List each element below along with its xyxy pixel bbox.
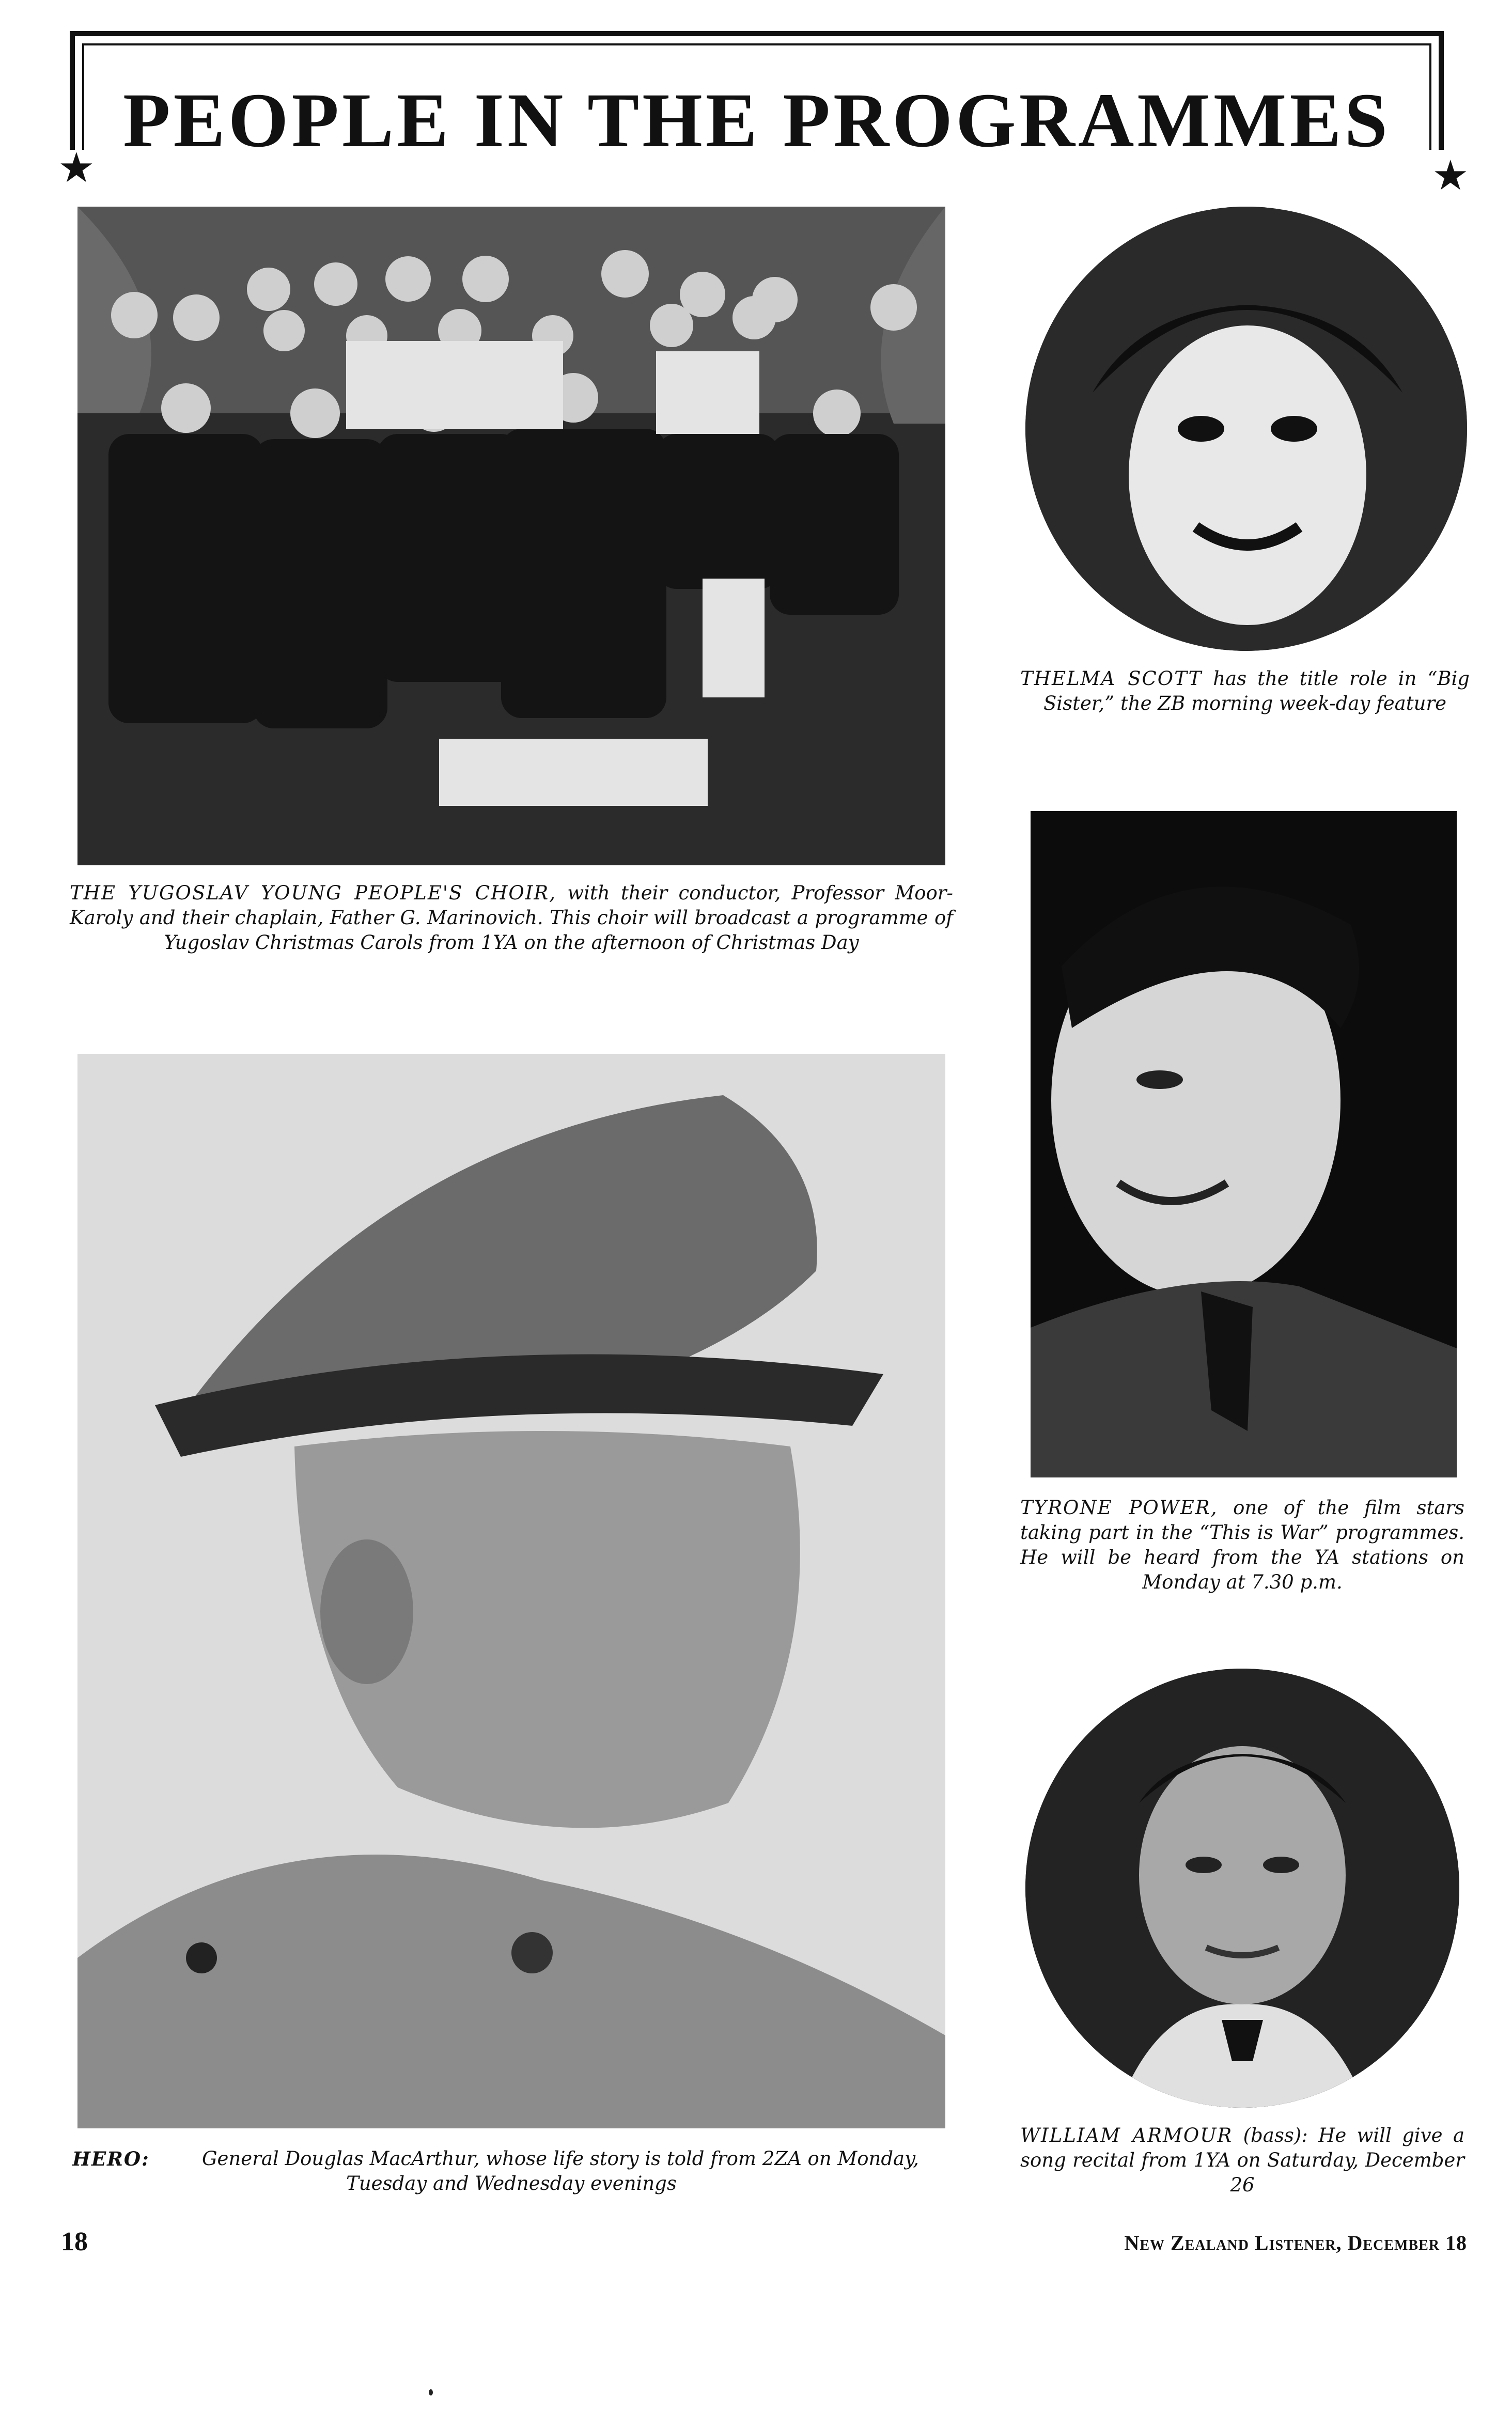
photo-yugoslav-choir	[77, 207, 945, 865]
masthead-frame	[70, 31, 1444, 163]
caption-text: one of the film stars taking part in the “This is War” programmes. He will be heard from the YA stations on Monday at 7.30 p.m.	[1020, 1497, 1464, 1593]
tyrone-caption	[1020, 1496, 1464, 1595]
portrait-douglas-macarthur	[77, 1054, 945, 2128]
caption-text: has the title role in “Big Sister,” the ZB morning week-day feature	[1043, 667, 1470, 714]
macarthur-caption	[72, 2146, 950, 2196]
caption-lead: WILLIAM ARMOUR	[1020, 2124, 1233, 2146]
choir-caption	[70, 881, 953, 955]
page-number: 18	[61, 2227, 88, 2256]
caption-text: with their conductor, Professor Moor-Karoly and their chaplain, Father G. Marinovich. This choir will broadcast a programme of Yugoslav Christmas Carols from 1YA on the afternoon of Christmas Day	[70, 882, 954, 954]
print-speck	[429, 2389, 433, 2395]
star-icon: ★	[58, 144, 95, 192]
portrait-thelma-scott	[1025, 207, 1467, 651]
caption-lead: THE YUGOSLAV YOUNG PEOPLE'S CHOIR,	[70, 882, 556, 904]
armour-caption	[1020, 2123, 1464, 2198]
star-icon: ★	[1432, 151, 1469, 199]
caption-lead: THELMA SCOTT	[1020, 667, 1203, 690]
masthead-inner-frame	[82, 43, 1431, 163]
page-title: PEOPLE IN THE PROGRAMMES	[123, 77, 1391, 163]
portrait-tyrone-power	[1031, 811, 1457, 1477]
caption-lead: TYRONE POWER,	[1020, 1497, 1218, 1519]
caption-text: (bass): He will give a song recital from 1YA on Saturday, December 26	[1020, 2124, 1464, 2196]
portrait-william-armour	[1025, 1669, 1459, 2108]
thelma-caption	[1020, 666, 1470, 716]
caption-text: General Douglas MacArthur, whose life story is told from 2ZA on Monday, Tuesday and Wednesday evenings	[201, 2147, 919, 2194]
footer-credit: New Zealand Listener, December 18	[1124, 2231, 1467, 2254]
caption-lead: HERO:	[72, 2147, 150, 2170]
